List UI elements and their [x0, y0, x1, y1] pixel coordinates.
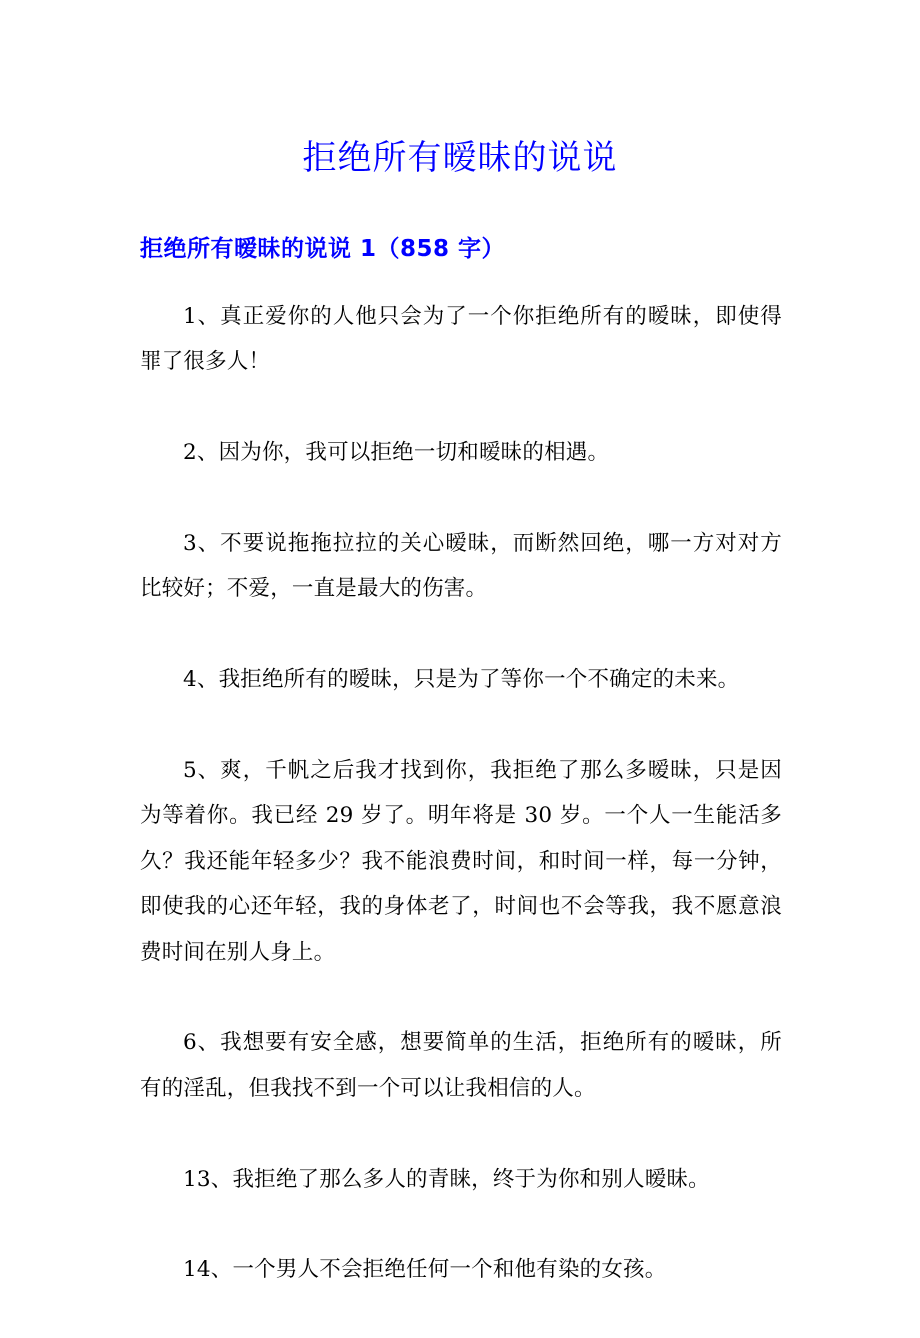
document-title: 拒绝所有暧昧的说说 — [302, 138, 618, 178]
paragraph-item: 3、不要说拖拖拉拉的关心暧昧，而断然回绝，哪一方对对方比较好；不爱，一直是最大的伤害。 — [140, 531, 782, 602]
paragraph-item: 13、我拒绝了那么多人的青睐，终于为你和别人暧昧。 — [183, 1166, 710, 1192]
document-body — [140, 294, 782, 1338]
paragraph-item: 1、真正爱你的人他只会为了一个你拒绝所有的暧昧，即使得罪了很多人！ — [140, 304, 782, 375]
paragraph-item: 4、我拒绝所有的暧昧，只是为了等你一个不确定的未来。 — [183, 667, 740, 693]
paragraph-item: 14、一个男人不会拒绝任何一个和他有染的女孩。 — [183, 1257, 667, 1283]
paragraph-item: 6、我想要有安全感，想要简单的生活，拒绝所有的暧昧，所有的淫乱，但我找不到一个可以让我相信的人。 — [140, 1030, 782, 1101]
paragraph-item: 5、爽，千帆之后我才找到你，我拒绝了那么多暧昧，只是因为等着你。我已经 29 岁了。明年将是 30 岁。一个人一生能活多久？我还能年轻多少？我不能浪费时间，和时间一样，每一分钟，即使我的心还年轻，我的身体老了，时间也不会等我，我不愿意浪费时间在别人身上。 — [140, 758, 782, 965]
section-title: 拒绝所有暧昧的说说 1（858 字） — [140, 236, 506, 262]
paragraph-item: 2、因为你，我可以拒绝一切和暧昧的相遇。 — [183, 440, 610, 466]
